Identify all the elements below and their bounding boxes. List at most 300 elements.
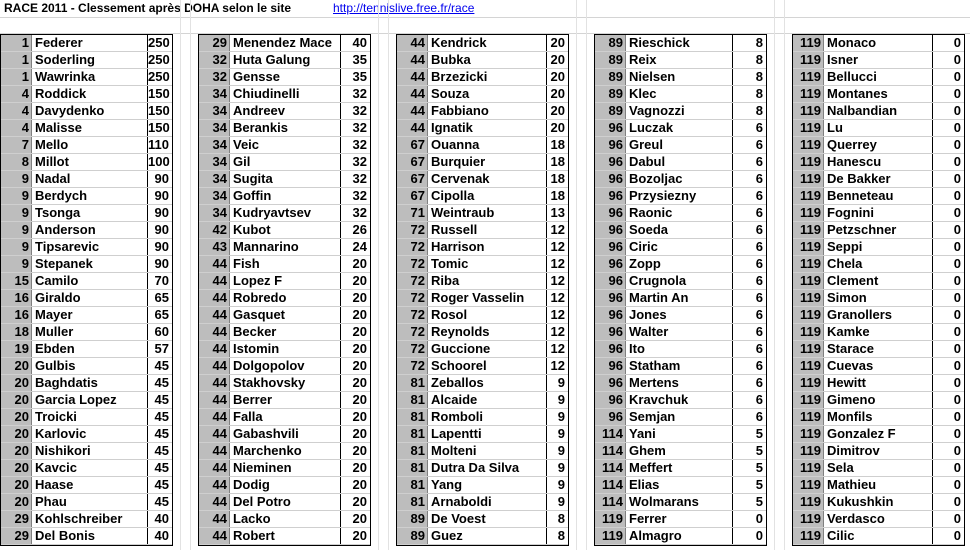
player-name-cell: Chela bbox=[827, 256, 863, 271]
player-name-cell: Reynolds bbox=[431, 324, 490, 339]
rank-cell: 72 bbox=[397, 307, 428, 323]
rank-cell: 44 bbox=[397, 120, 428, 136]
points-cell: 0 bbox=[932, 86, 964, 102]
points-cell: 20 bbox=[340, 375, 370, 391]
points-cell: 13 bbox=[546, 205, 568, 221]
table-row bbox=[397, 290, 568, 307]
points-cell: 6 bbox=[732, 154, 766, 170]
points-cell: 45 bbox=[147, 494, 172, 510]
table-row bbox=[793, 137, 964, 154]
table-row bbox=[793, 188, 964, 205]
table-row bbox=[397, 35, 568, 52]
rank-cell: 96 bbox=[595, 239, 626, 255]
table-row bbox=[1, 375, 172, 392]
table-row bbox=[1, 69, 172, 86]
rank-cell: 4 bbox=[1, 120, 32, 136]
table-row bbox=[793, 256, 964, 273]
rank-cell: 96 bbox=[595, 137, 626, 153]
rank-cell: 1 bbox=[1, 69, 32, 85]
rank-cell: 119 bbox=[793, 273, 824, 289]
player-name-cell: Klec bbox=[629, 86, 657, 101]
rank-cell: 119 bbox=[793, 256, 824, 272]
table-row bbox=[199, 409, 370, 426]
table-row bbox=[1, 460, 172, 477]
rank-cell: 119 bbox=[793, 239, 824, 255]
grid-line bbox=[190, 0, 191, 550]
rank-cell: 72 bbox=[397, 239, 428, 255]
table-row bbox=[1, 477, 172, 494]
table-row bbox=[199, 256, 370, 273]
points-cell: 20 bbox=[340, 392, 370, 408]
table-row bbox=[397, 239, 568, 256]
rank-cell: 96 bbox=[595, 307, 626, 323]
table-row bbox=[397, 205, 568, 222]
rank-cell: 81 bbox=[397, 460, 428, 476]
player-name-cell: Dolgopolov bbox=[233, 358, 305, 373]
player-name-cell: Berrer bbox=[233, 392, 273, 407]
table-row bbox=[793, 494, 964, 511]
table-row bbox=[1, 256, 172, 273]
rank-cell: 44 bbox=[199, 494, 230, 510]
table-row bbox=[793, 443, 964, 460]
player-name-cell: Troicki bbox=[35, 409, 77, 424]
player-name-cell: Rosol bbox=[431, 307, 468, 322]
points-cell: 20 bbox=[546, 120, 568, 136]
points-cell: 0 bbox=[932, 120, 964, 136]
table-row bbox=[199, 392, 370, 409]
points-cell: 250 bbox=[147, 52, 172, 68]
player-name-cell: Starace bbox=[827, 341, 874, 356]
table-row bbox=[397, 307, 568, 324]
table-row bbox=[1, 205, 172, 222]
rank-cell: 67 bbox=[397, 188, 428, 204]
rank-cell: 119 bbox=[793, 120, 824, 136]
points-cell: 0 bbox=[932, 273, 964, 289]
points-cell: 0 bbox=[932, 69, 964, 85]
player-name-cell: Baghdatis bbox=[35, 375, 98, 390]
rank-cell: 44 bbox=[397, 69, 428, 85]
points-cell: 6 bbox=[732, 307, 766, 323]
points-cell: 24 bbox=[340, 239, 370, 255]
rank-cell: 114 bbox=[595, 477, 626, 493]
table-row bbox=[793, 290, 964, 307]
rank-cell: 16 bbox=[1, 307, 32, 323]
rank-cell: 96 bbox=[595, 120, 626, 136]
table-row bbox=[397, 324, 568, 341]
rank-cell: 119 bbox=[595, 528, 626, 544]
points-cell: 40 bbox=[147, 511, 172, 527]
player-name-cell: Gabashvili bbox=[233, 426, 299, 441]
player-name-cell: Mathieu bbox=[827, 477, 877, 492]
rank-cell: 44 bbox=[199, 460, 230, 476]
rank-cell: 119 bbox=[793, 443, 824, 459]
player-name-cell: Nalbandian bbox=[827, 103, 898, 118]
table-row bbox=[595, 477, 766, 494]
points-cell: 9 bbox=[546, 392, 568, 408]
rank-cell: 20 bbox=[1, 392, 32, 408]
player-name-cell: Wolmarans bbox=[629, 494, 699, 509]
player-name-cell: Fabbiano bbox=[431, 103, 489, 118]
points-cell: 65 bbox=[147, 307, 172, 323]
points-cell: 8 bbox=[546, 528, 568, 544]
grid-line bbox=[180, 0, 181, 550]
player-name-cell: Molteni bbox=[431, 443, 477, 458]
points-cell: 12 bbox=[546, 222, 568, 238]
player-name-cell: Jones bbox=[629, 307, 667, 322]
player-name-cell: Russell bbox=[431, 222, 478, 237]
player-name-cell: Kendrick bbox=[431, 35, 487, 50]
player-name-cell: Schoorel bbox=[431, 358, 487, 373]
rank-cell: 15 bbox=[1, 273, 32, 289]
points-cell: 9 bbox=[546, 494, 568, 510]
player-name-cell: Garcia Lopez bbox=[35, 392, 117, 407]
rank-cell: 96 bbox=[595, 409, 626, 425]
rank-cell: 9 bbox=[1, 205, 32, 221]
points-cell: 0 bbox=[932, 409, 964, 425]
player-name-cell: Tipsarevic bbox=[35, 239, 100, 254]
rank-cell: 119 bbox=[793, 375, 824, 391]
player-name-cell: Roddick bbox=[35, 86, 87, 101]
player-name-cell: Millot bbox=[35, 154, 69, 169]
points-cell: 20 bbox=[546, 86, 568, 102]
points-cell: 9 bbox=[546, 460, 568, 476]
rank-cell: 8 bbox=[1, 154, 32, 170]
points-cell: 12 bbox=[546, 290, 568, 306]
table-row bbox=[199, 35, 370, 52]
player-name-cell: Anderson bbox=[35, 222, 96, 237]
points-cell: 110 bbox=[147, 137, 172, 153]
player-name-cell: Yani bbox=[629, 426, 656, 441]
points-cell: 6 bbox=[732, 222, 766, 238]
player-name-cell: Ebden bbox=[35, 341, 75, 356]
player-name-cell: Greul bbox=[629, 137, 663, 152]
player-name-cell: Sela bbox=[827, 460, 854, 475]
player-name-cell: Kohlschreiber bbox=[35, 511, 123, 526]
rank-cell: 119 bbox=[793, 52, 824, 68]
table-row bbox=[595, 358, 766, 375]
table-row bbox=[595, 137, 766, 154]
points-cell: 6 bbox=[732, 205, 766, 221]
table-row bbox=[1, 409, 172, 426]
table-row bbox=[595, 188, 766, 205]
points-cell: 0 bbox=[932, 392, 964, 408]
table-row bbox=[1, 188, 172, 205]
points-cell: 0 bbox=[932, 443, 964, 459]
table-row bbox=[595, 460, 766, 477]
player-name-cell: Ouanna bbox=[431, 137, 480, 152]
points-cell: 5 bbox=[732, 477, 766, 493]
points-cell: 9 bbox=[546, 477, 568, 493]
table-row bbox=[1, 103, 172, 120]
rank-cell: 44 bbox=[199, 324, 230, 340]
rank-cell: 9 bbox=[1, 256, 32, 272]
table-row bbox=[1, 528, 172, 545]
points-cell: 150 bbox=[147, 86, 172, 102]
player-name-cell: Davydenko bbox=[35, 103, 105, 118]
table-row bbox=[199, 494, 370, 511]
points-cell: 9 bbox=[546, 375, 568, 391]
points-cell: 18 bbox=[546, 188, 568, 204]
player-name-cell: Haase bbox=[35, 477, 74, 492]
player-name-cell: Berdych bbox=[35, 188, 88, 203]
points-cell: 6 bbox=[732, 273, 766, 289]
table-row bbox=[793, 307, 964, 324]
rank-cell: 96 bbox=[595, 154, 626, 170]
table-row bbox=[397, 477, 568, 494]
rank-cell: 96 bbox=[595, 205, 626, 221]
table-row bbox=[199, 273, 370, 290]
rank-cell: 96 bbox=[595, 392, 626, 408]
points-cell: 6 bbox=[732, 120, 766, 136]
player-name-cell: Ferrer bbox=[629, 511, 667, 526]
table-row bbox=[595, 86, 766, 103]
rank-cell: 119 bbox=[793, 222, 824, 238]
table-row bbox=[397, 120, 568, 137]
points-cell: 32 bbox=[340, 205, 370, 221]
rank-cell: 119 bbox=[793, 171, 824, 187]
table-row bbox=[397, 52, 568, 69]
source-link[interactable]: http://tennislive.free.fr/race bbox=[333, 1, 475, 15]
points-cell: 0 bbox=[932, 256, 964, 272]
table-row bbox=[397, 426, 568, 443]
rank-cell: 34 bbox=[199, 137, 230, 153]
table-row bbox=[1, 171, 172, 188]
table-row bbox=[1, 341, 172, 358]
rank-cell: 89 bbox=[397, 528, 428, 544]
player-name-cell: Cervenak bbox=[431, 171, 490, 186]
table-row bbox=[1, 324, 172, 341]
table-row bbox=[1, 137, 172, 154]
table-row bbox=[793, 35, 964, 52]
player-name-cell: Dutra Da Silva bbox=[431, 460, 520, 475]
points-cell: 250 bbox=[147, 69, 172, 85]
points-cell: 8 bbox=[732, 35, 766, 51]
points-cell: 0 bbox=[932, 154, 964, 170]
table-row bbox=[397, 137, 568, 154]
rank-cell: 9 bbox=[1, 239, 32, 255]
player-name-cell: Gil bbox=[233, 154, 251, 169]
points-cell: 0 bbox=[932, 494, 964, 510]
points-cell: 18 bbox=[546, 171, 568, 187]
points-cell: 12 bbox=[546, 256, 568, 272]
rank-cell: 34 bbox=[199, 171, 230, 187]
player-name-cell: Sugita bbox=[233, 171, 273, 186]
player-name-cell: Yang bbox=[431, 477, 463, 492]
points-cell: 32 bbox=[340, 188, 370, 204]
points-cell: 5 bbox=[732, 494, 766, 510]
rank-cell: 119 bbox=[793, 511, 824, 527]
points-cell: 0 bbox=[932, 511, 964, 527]
points-cell: 12 bbox=[546, 358, 568, 374]
table-row bbox=[595, 511, 766, 528]
player-name-cell: Cuevas bbox=[827, 358, 874, 373]
table-row bbox=[793, 511, 964, 528]
player-name-cell: Kukushkin bbox=[827, 494, 894, 509]
table-row bbox=[595, 290, 766, 307]
rank-cell: 29 bbox=[1, 528, 32, 544]
points-cell: 9 bbox=[546, 426, 568, 442]
points-cell: 0 bbox=[932, 205, 964, 221]
player-name-cell: Verdasco bbox=[827, 511, 885, 526]
points-cell: 0 bbox=[732, 528, 766, 544]
table-row bbox=[595, 103, 766, 120]
table-row bbox=[1, 358, 172, 375]
rank-cell: 9 bbox=[1, 222, 32, 238]
points-cell: 40 bbox=[147, 528, 172, 544]
rank-cell: 119 bbox=[793, 392, 824, 408]
player-name-cell: Clement bbox=[827, 273, 879, 288]
rank-cell: 67 bbox=[397, 154, 428, 170]
player-name-cell: Robert bbox=[233, 528, 275, 543]
rank-cell: 32 bbox=[199, 52, 230, 68]
table-row bbox=[199, 86, 370, 103]
rank-cell: 44 bbox=[199, 528, 230, 544]
player-name-cell: Mayer bbox=[35, 307, 73, 322]
rank-cell: 114 bbox=[595, 494, 626, 510]
player-name-cell: Brzezicki bbox=[431, 69, 488, 84]
player-name-cell: Isner bbox=[827, 52, 859, 67]
points-cell: 20 bbox=[340, 528, 370, 544]
ranking-column bbox=[198, 34, 371, 546]
points-cell: 150 bbox=[147, 103, 172, 119]
points-cell: 0 bbox=[932, 35, 964, 51]
table-row bbox=[1, 35, 172, 52]
points-cell: 0 bbox=[932, 239, 964, 255]
player-name-cell: Marchenko bbox=[233, 443, 302, 458]
player-name-cell: Lapentti bbox=[431, 426, 482, 441]
rank-cell: 4 bbox=[1, 86, 32, 102]
points-cell: 8 bbox=[732, 52, 766, 68]
player-name-cell: Montanes bbox=[827, 86, 888, 101]
player-name-cell: Zopp bbox=[629, 256, 661, 271]
points-cell: 100 bbox=[147, 154, 172, 170]
points-cell: 0 bbox=[932, 375, 964, 391]
points-cell: 20 bbox=[546, 52, 568, 68]
points-cell: 6 bbox=[732, 137, 766, 153]
points-cell: 12 bbox=[546, 341, 568, 357]
rank-cell: 119 bbox=[793, 69, 824, 85]
table-row bbox=[793, 273, 964, 290]
rank-cell: 20 bbox=[1, 477, 32, 493]
player-name-cell: Gulbis bbox=[35, 358, 76, 373]
player-name-cell: Del Potro bbox=[233, 494, 291, 509]
rank-cell: 119 bbox=[793, 86, 824, 102]
player-name-cell: Kavcic bbox=[35, 460, 77, 475]
player-name-cell: Weintraub bbox=[431, 205, 495, 220]
points-cell: 0 bbox=[932, 171, 964, 187]
points-cell: 5 bbox=[732, 443, 766, 459]
player-name-cell: Benneteau bbox=[827, 188, 894, 203]
points-cell: 20 bbox=[340, 426, 370, 442]
rank-cell: 44 bbox=[397, 52, 428, 68]
rank-cell: 9 bbox=[1, 171, 32, 187]
table-row bbox=[199, 69, 370, 86]
table-row bbox=[1, 392, 172, 409]
table-row bbox=[199, 426, 370, 443]
table-row bbox=[595, 494, 766, 511]
table-row bbox=[397, 341, 568, 358]
points-cell: 20 bbox=[340, 273, 370, 289]
points-cell: 6 bbox=[732, 358, 766, 374]
rank-cell: 44 bbox=[199, 358, 230, 374]
player-name-cell: Przysiezny bbox=[629, 188, 697, 203]
player-name-cell: Alcaide bbox=[431, 392, 478, 407]
rank-cell: 4 bbox=[1, 103, 32, 119]
player-name-cell: Almagro bbox=[629, 528, 682, 543]
table-row bbox=[1, 426, 172, 443]
table-row bbox=[595, 256, 766, 273]
player-name-cell: Kamke bbox=[827, 324, 870, 339]
table-row bbox=[1, 222, 172, 239]
rank-cell: 44 bbox=[199, 477, 230, 493]
table-row bbox=[793, 426, 964, 443]
player-name-cell: Stakhovsky bbox=[233, 375, 306, 390]
rank-cell: 72 bbox=[397, 358, 428, 374]
points-cell: 35 bbox=[340, 52, 370, 68]
rank-cell: 29 bbox=[199, 35, 230, 51]
player-name-cell: Querrey bbox=[827, 137, 877, 152]
table-row bbox=[793, 103, 964, 120]
points-cell: 32 bbox=[340, 154, 370, 170]
player-name-cell: Fognini bbox=[827, 205, 874, 220]
points-cell: 32 bbox=[340, 86, 370, 102]
player-name-cell: Menendez Mace bbox=[233, 35, 332, 50]
table-row bbox=[199, 222, 370, 239]
points-cell: 90 bbox=[147, 188, 172, 204]
player-name-cell: Nieminen bbox=[233, 460, 292, 475]
table-row bbox=[793, 205, 964, 222]
player-name-cell: Goffin bbox=[233, 188, 272, 203]
points-cell: 20 bbox=[546, 69, 568, 85]
player-name-cell: Kudryavtsev bbox=[233, 205, 312, 220]
header-bar bbox=[0, 0, 970, 17]
player-name-cell: Wawrinka bbox=[35, 69, 96, 84]
rank-cell: 72 bbox=[397, 256, 428, 272]
player-name-cell: Nadal bbox=[35, 171, 71, 186]
points-cell: 32 bbox=[340, 103, 370, 119]
rank-cell: 44 bbox=[199, 273, 230, 289]
rank-cell: 72 bbox=[397, 341, 428, 357]
player-name-cell: Falla bbox=[233, 409, 263, 424]
table-row bbox=[595, 307, 766, 324]
player-name-cell: Bellucci bbox=[827, 69, 877, 84]
points-cell: 0 bbox=[932, 52, 964, 68]
points-cell: 90 bbox=[147, 239, 172, 255]
table-row bbox=[793, 477, 964, 494]
table-row bbox=[595, 222, 766, 239]
points-cell: 32 bbox=[340, 120, 370, 136]
table-row bbox=[199, 511, 370, 528]
rank-cell: 34 bbox=[199, 205, 230, 221]
player-name-cell: Bubka bbox=[431, 52, 471, 67]
rank-cell: 119 bbox=[793, 426, 824, 442]
table-row bbox=[397, 358, 568, 375]
points-cell: 9 bbox=[546, 409, 568, 425]
rank-cell: 119 bbox=[793, 409, 824, 425]
player-name-cell: Semjan bbox=[629, 409, 676, 424]
table-row bbox=[793, 86, 964, 103]
player-name-cell: Camilo bbox=[35, 273, 79, 288]
table-row bbox=[397, 222, 568, 239]
player-name-cell: Muller bbox=[35, 324, 74, 339]
points-cell: 0 bbox=[932, 290, 964, 306]
player-name-cell: Lu bbox=[827, 120, 843, 135]
rank-cell: 119 bbox=[793, 358, 824, 374]
points-cell: 0 bbox=[932, 307, 964, 323]
rank-cell: 119 bbox=[793, 460, 824, 476]
player-name-cell: Ignatik bbox=[431, 120, 473, 135]
player-name-cell: Elias bbox=[629, 477, 660, 492]
